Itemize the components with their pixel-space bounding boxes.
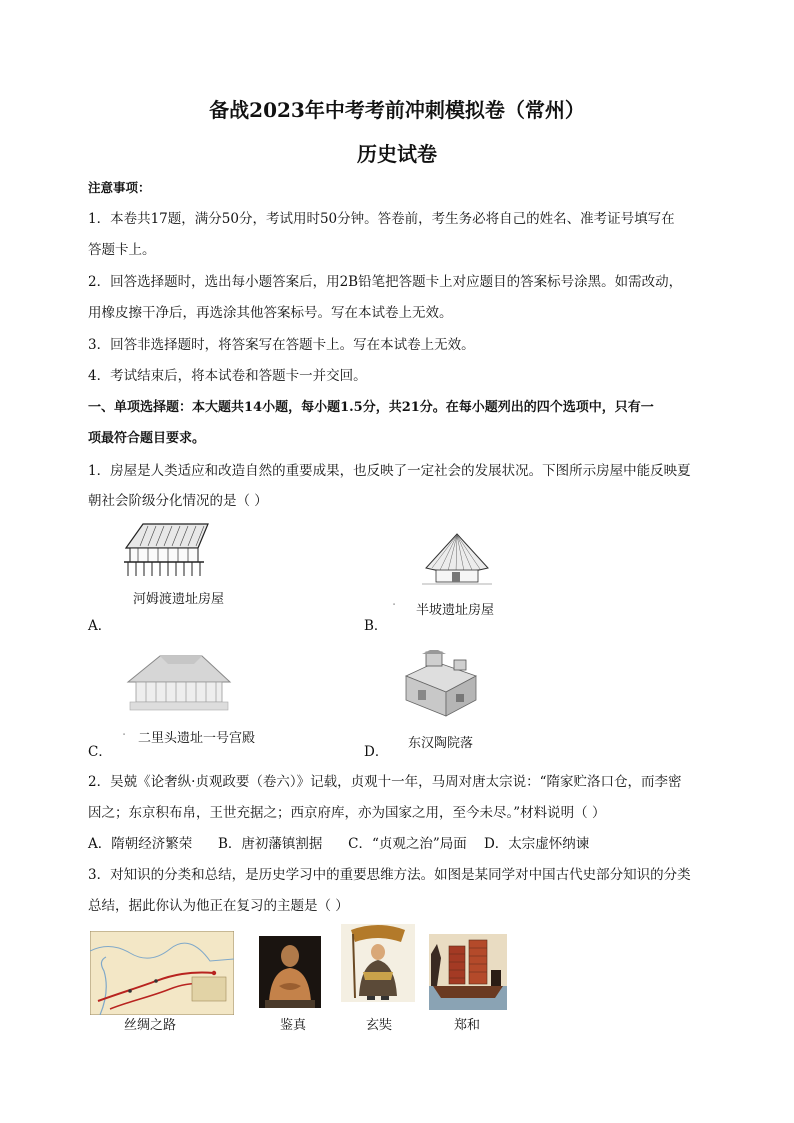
q2-options: A．隋朝经济繁荣 B．唐初藩镇割据 C．“贞观之治”局面 D．太宗虚怀纳谏 — [88, 836, 590, 852]
jianzhen-caption: 鉴真 — [280, 1018, 307, 1033]
q1-stem-1: 1．房屋是人类适应和改造自然的重要成果，也反映了一定社会的发展状况。下图所示房屋中能反映夏 — [88, 463, 691, 479]
zhenghe-caption: 郑和 — [454, 1018, 481, 1033]
silk-road-map — [90, 931, 234, 1015]
exam-subtitle: 历史试卷 — [357, 142, 437, 166]
option-c-letter: C． — [88, 744, 112, 760]
note-3: 3．回答非选择题时，将答案写在答题卡上。写在本试卷上无效。 — [88, 337, 475, 353]
silk-road-caption: 丝绸之路 — [124, 1018, 177, 1033]
notes-heading: 注意事项： — [88, 180, 151, 195]
option-a-caption: 河姆渡遗址房屋 — [133, 592, 225, 607]
q1-stem-2: 朝社会阶级分化情况的是（ ） — [88, 493, 268, 509]
courtyard-model-drawing — [396, 650, 486, 722]
stilt-house-drawing — [118, 518, 216, 580]
note-1a: 1．本卷共17题，满分50分，考试用时50分钟。答卷前，考生务必将自己的姓名、准考证号填写在 — [88, 211, 675, 227]
option-c-dot: · — [122, 728, 127, 743]
section-heading-1: 一、单项选择题：本大题共14小题，每小题1.5分，共21分。在每小题列出的四个选项中，只有一 — [88, 400, 654, 415]
q3-stem-1: 3．对知识的分类和总结，是历史学习中的重要思维方法。如图是某同学对中国古代史部分知识的分类 — [88, 867, 691, 883]
option-d-caption: 东汉陶院落 — [408, 736, 474, 751]
q2-stem-2: 因之；东京积布帛，王世充据之；西京府库，亦为国家之用，至今未尽。”材料说明（ ） — [88, 805, 606, 821]
exam-title: 备战2023年中考考前冲刺模拟卷（常州） — [209, 98, 585, 122]
q3-stem-2: 总结，据此你认为他正在复习的主题是（ ） — [88, 898, 349, 914]
zhenghe-ship — [429, 934, 507, 1010]
option-b-letter: B． — [364, 618, 388, 634]
note-4: 4．考试结束后，将本试卷和答题卡一并交回。 — [88, 368, 367, 384]
note-2b: 用橡皮擦干净后，再选涂其他答案标号。写在本试卷上无效。 — [88, 305, 453, 321]
xuanzang-painting — [341, 924, 415, 1002]
option-b-dot: · — [392, 598, 397, 613]
jianzhen-statue — [259, 936, 321, 1008]
option-a-letter: A． — [88, 618, 112, 634]
palace-drawing — [122, 652, 234, 718]
note-1b: 答题卡上。 — [88, 242, 156, 258]
round-hut-drawing — [418, 530, 496, 588]
option-b-caption: 半坡遗址房屋 — [416, 603, 495, 618]
option-d-letter: D． — [364, 744, 389, 760]
q2-stem-1: 2．吴兢《论奢纵·贞观政要（卷六）》记载，贞观十一年，马周对唐太宗说：“隋家贮洛口仓，而李密 — [88, 774, 682, 790]
section-heading-2: 项最符合题目要求。 — [88, 431, 206, 446]
option-c-caption: 二里头遗址一号宫殿 — [138, 731, 256, 746]
note-2a: 2．回答选择题时，选出每小题答案后，用2B铅笔把答题卡上对应题目的答案标号涂黑。如需改动， — [88, 274, 683, 290]
xuanzang-caption: 玄奘 — [366, 1018, 393, 1033]
